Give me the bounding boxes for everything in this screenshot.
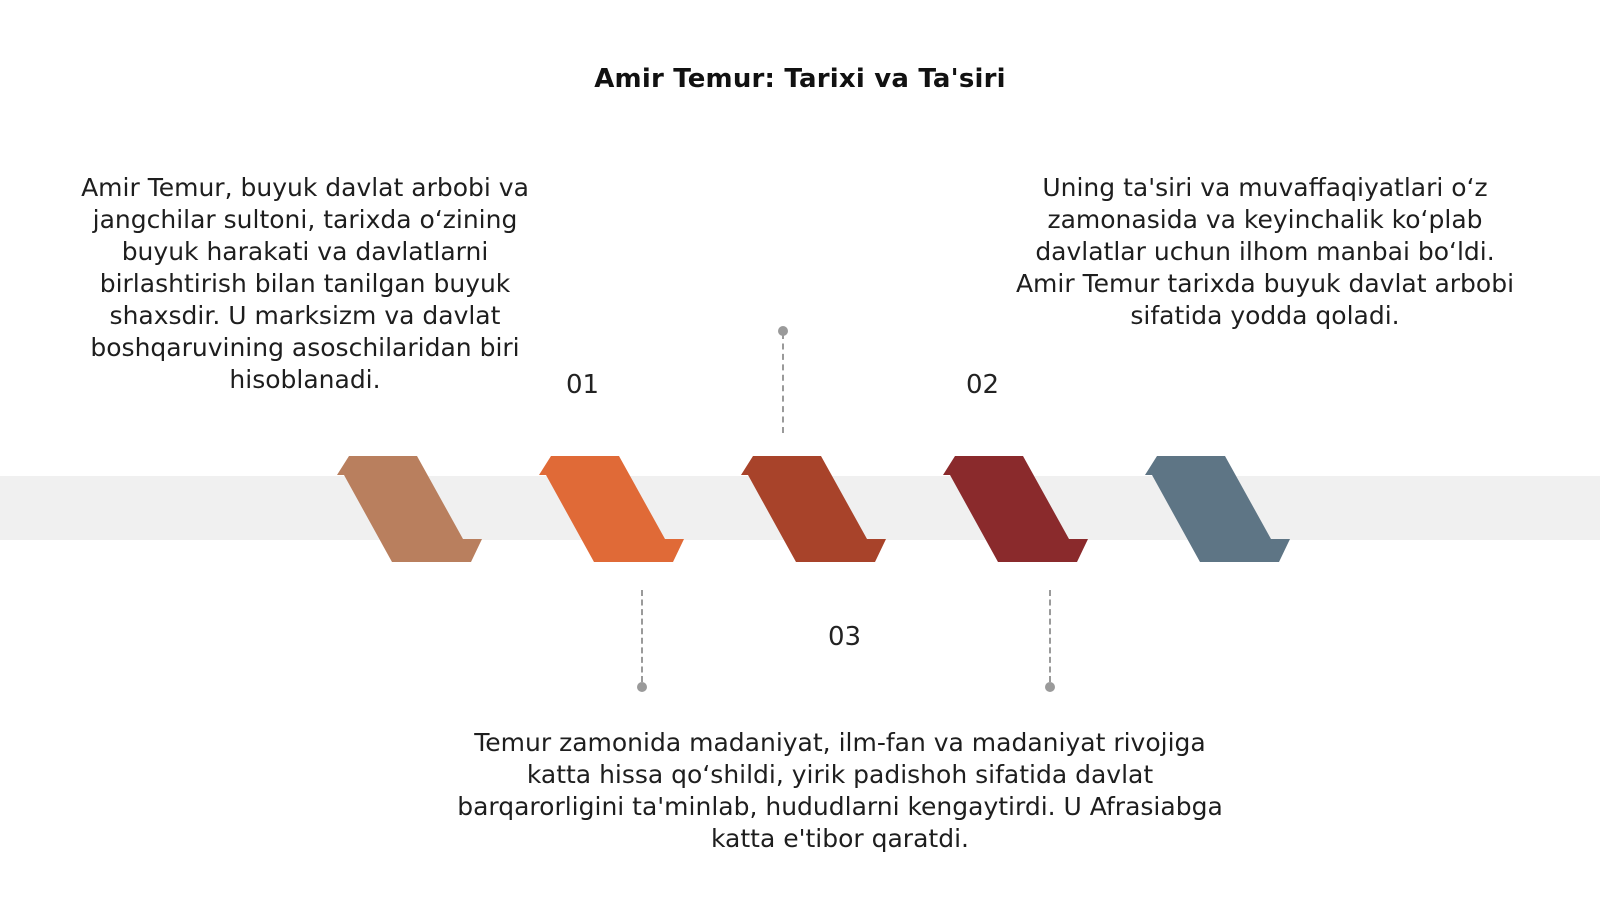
step-3-text: Temur zamonida madaniyat, ilm-fan va madaniyat rivojiga katta hissa qo‘shildi, yirik padishoh sifatida davlat barqarorligini ta'minlab, hududlarni kengaytirdi. U Afrasiabga katta e'tibor qaratdi. bbox=[457, 728, 1223, 853]
step-3-number: 03 bbox=[828, 622, 862, 652]
step-1-number: 01 bbox=[566, 370, 600, 400]
connector-dot-bottom-left bbox=[637, 682, 647, 692]
step-2-text: Uning ta'siri va muvaffaqiyatlari o‘z zamonasida va keyinchalik ko‘plab davlatlar uchun ilhom manbai bo‘ldi. Amir Temur tarixda buyuk davlat arbobi sifatida yodda qoladi. bbox=[1015, 173, 1515, 330]
chevron-shape-5 bbox=[1145, 456, 1290, 562]
connector-dot-top bbox=[778, 326, 788, 336]
chevron-shape-3 bbox=[741, 456, 886, 562]
chevron-shape-2 bbox=[539, 456, 684, 562]
chevron-shape-4 bbox=[943, 456, 1088, 562]
chevron-shape-1 bbox=[337, 456, 482, 562]
connector-line-top bbox=[782, 333, 784, 433]
slide-title: Amir Temur: Tarixi va Ta'siri bbox=[594, 64, 1006, 94]
connector-line-bottom-right bbox=[1049, 590, 1051, 682]
step-2-number: 02 bbox=[966, 370, 1000, 400]
step-1-text: Amir Temur, buyuk davlat arbobi va jangchilar sultoni, tarixda o‘zining buyuk harakati va davlatlarni birlashtirish bilan tanilgan buyuk shaxsdir. U marksizm va davlat boshqaruvining asoschilaridan biri hisoblanadi. bbox=[81, 173, 529, 394]
connector-dot-bottom-right bbox=[1045, 682, 1055, 692]
connector-line-bottom-left bbox=[641, 590, 643, 682]
